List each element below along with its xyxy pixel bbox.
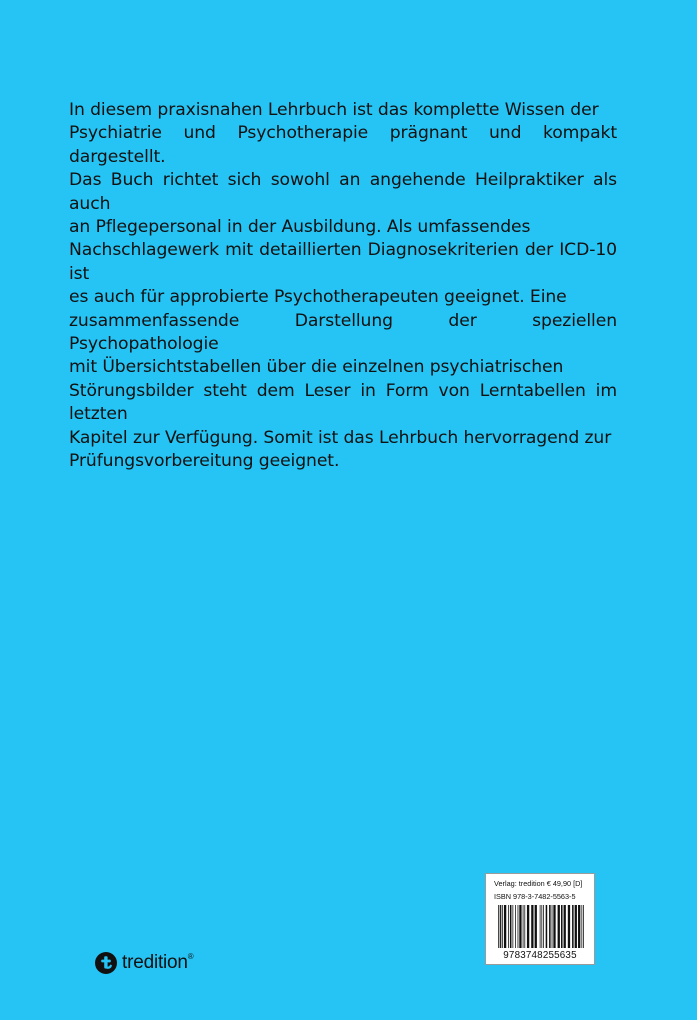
blurb-line: Nachschlagewerk mit detaillierten Diagnosekriterien der ICD-10 ist <box>69 240 617 284</box>
barcode-bar <box>553 905 555 948</box>
barcode-bar <box>581 905 582 948</box>
blurb-line: In diesem praxisnahen Lehrbuch ist das komplette Wissen der <box>69 100 599 120</box>
barcode-bar <box>558 905 560 948</box>
blurb-line: Kapitel zur Verfügung. Somit ist das Lehrbuch hervorragend zur <box>69 427 612 448</box>
blurb-line: Prüfungsvorbereitung geeignet. <box>69 451 340 472</box>
barcode-bar <box>541 905 542 948</box>
publisher-logo <box>95 952 194 974</box>
blurb-line: mit Übersichtstabellen über die einzelnen psychiatrischen <box>69 357 564 378</box>
barcode-number: 9783748255635 <box>503 950 577 961</box>
isbn-text: ISBN 978-3-7482-5563-5 <box>494 892 576 901</box>
barcode-bar <box>519 905 521 948</box>
barcode-bar <box>531 905 533 948</box>
barcode-bar <box>510 905 512 948</box>
barcode-bar <box>543 905 544 948</box>
barcode-bar <box>572 905 574 948</box>
tredition-logo-icon <box>95 952 117 974</box>
barcode-bar <box>523 905 524 948</box>
barcode-bar <box>500 905 501 948</box>
blurb-line: Das Buch richtet sich sowohl an angehende Heilpraktiker als auch <box>69 170 617 214</box>
back-cover-blurb <box>69 99 617 474</box>
barcode-bars <box>498 905 584 948</box>
blurb-line: Störungsbilder steht dem Leser in Form von Lerntabellen im letzten <box>69 380 617 425</box>
barcode-bar <box>518 905 519 948</box>
tredition-logo-text <box>122 952 194 974</box>
blurb-line: es auch für approbierte Psychotherapeuten geeignet. Eine <box>69 287 567 308</box>
barcode-bar <box>552 905 553 948</box>
barcode-bar <box>512 905 513 948</box>
barcode-bar <box>561 905 563 948</box>
barcode-bar <box>564 905 566 948</box>
barcode-bar <box>508 905 509 948</box>
barcode-bar <box>524 905 525 948</box>
barcode-bar <box>546 905 548 948</box>
publisher-price-text: Verlag: tredition € 49,90 [D] <box>494 879 583 888</box>
barcode-bar <box>583 905 584 948</box>
barcode-bar <box>498 905 499 948</box>
barcode-bar <box>568 905 570 948</box>
barcode-label <box>485 873 595 965</box>
blurb-line: an Pflegepersonal in der Ausbildung. Als umfassendes <box>69 217 531 238</box>
blurb-line: Psychiatrie und Psychotherapie prägnant und kompakt dargestellt. <box>69 123 617 167</box>
barcode-bar <box>504 905 506 948</box>
barcode-bar <box>535 905 537 948</box>
registered-mark: ® <box>187 952 194 961</box>
publisher-name: tredition <box>122 952 188 973</box>
barcode-bar <box>502 905 503 948</box>
barcode-bar <box>515 905 516 948</box>
barcode-bar <box>527 905 529 948</box>
barcode-bar <box>540 905 541 948</box>
barcode-bar <box>578 905 580 948</box>
blurb-line: zusammenfassende Darstellung der speziellen Psychopathologie <box>69 310 617 355</box>
barcode-bar <box>575 905 577 948</box>
barcode-bar <box>501 905 502 948</box>
barcode-bar <box>549 905 551 948</box>
